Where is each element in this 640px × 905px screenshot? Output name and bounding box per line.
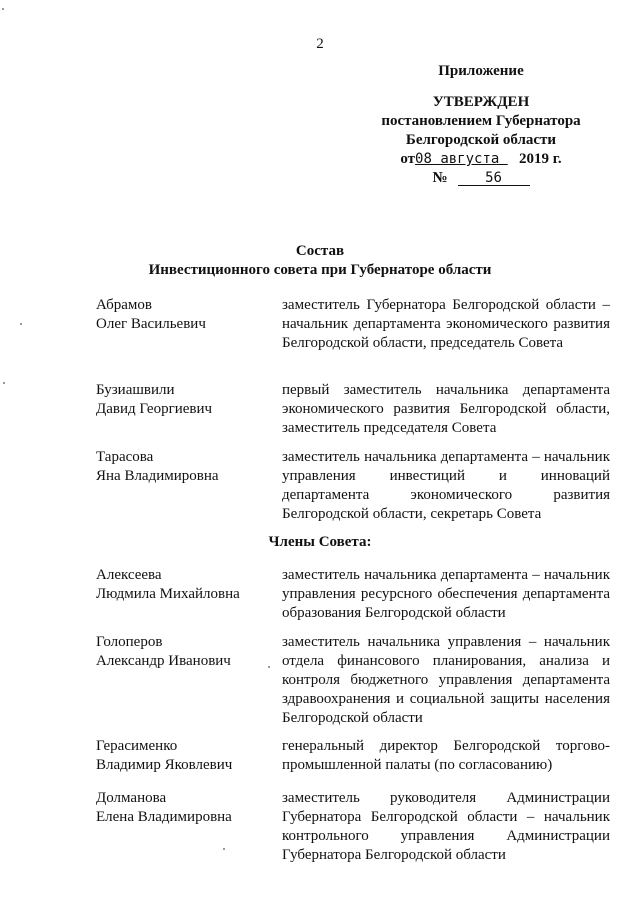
person-role: заместитель начальника департамента – начальник управления ресурсного обеспечения департамента образования Белгородской области (282, 567, 610, 621)
appendix-label: Приложение (438, 63, 524, 79)
person-role: заместитель начальника департамента – начальник управления инвестиций и инноваций департамента экономического развития Белгородской области, секретарь Совета (282, 449, 610, 522)
surname: Бузиашвили (96, 382, 175, 398)
person-name (96, 381, 276, 419)
title-line-2: Инвестиционного совета при Губернаторе области (148, 262, 492, 278)
person-name (96, 633, 276, 671)
given-name: Людмила Михайловна (96, 586, 240, 602)
approved-by-line: постановлением Губернатора (381, 113, 581, 129)
surname: Абрамов (96, 297, 152, 313)
person-name (96, 566, 276, 604)
approval-date-line (376, 150, 586, 169)
number-sign: № (432, 170, 448, 186)
given-name: Владимир Яковлевич (96, 757, 233, 773)
person-role: заместитель Губернатора Белгородской области – начальник департамента экономического развития Белгородской области, председатель Совета (282, 297, 610, 351)
approval-block (376, 62, 586, 188)
date-year: 2019 г. (519, 151, 562, 167)
region-line: Белгородской области (405, 132, 557, 148)
person-role: заместитель начальника управления – начальник отдела финансового планирования, анализа и контроля бюджетного управления департамента здравоохранения и социальной защиты населения Белгородской области (282, 634, 610, 726)
surname: Алексеева (96, 567, 162, 583)
given-name: Александр Иванович (96, 653, 231, 669)
scan-speck (223, 848, 225, 850)
surname: Тарасова (96, 449, 154, 465)
scan-speck (3, 382, 5, 384)
surname: Герасименко (96, 738, 178, 754)
page-number: 2 (316, 36, 324, 52)
person-name (96, 789, 276, 827)
person-name (96, 448, 276, 486)
scan-speck (20, 323, 22, 325)
scan-speck (268, 666, 270, 668)
approval-number-line (376, 169, 586, 188)
date-prefix: от (400, 151, 416, 167)
document-title (0, 242, 640, 280)
person-role: первый заместитель начальника департамента экономического развития Белгородской области, заместитель председателя Совета (282, 382, 610, 436)
number-value: 56 (458, 171, 530, 186)
person-role: генеральный директор Белгородской торгово-промышленной палаты (по согласованию) (282, 738, 610, 773)
title-line-1: Состав (295, 243, 345, 259)
given-name: Яна Владимировна (96, 468, 219, 484)
person-name (96, 737, 276, 775)
approved-label: УТВЕРЖДЕН (432, 94, 530, 110)
scan-speck (2, 8, 4, 10)
person-role: заместитель руководителя Администрации Губернатора Белгородской области – начальник контрольного управления Администрации Губернатора Белгородской области (282, 790, 610, 863)
surname: Долманова (96, 790, 167, 806)
given-name: Давид Георгиевич (96, 401, 213, 417)
given-name: Олег Васильевич (96, 316, 206, 332)
members-heading: Члены Совета: (268, 534, 372, 550)
person-name (96, 296, 276, 334)
surname: Голоперов (96, 634, 163, 650)
given-name: Елена Владимировна (96, 809, 232, 825)
date-value: 08 августа (415, 151, 508, 167)
